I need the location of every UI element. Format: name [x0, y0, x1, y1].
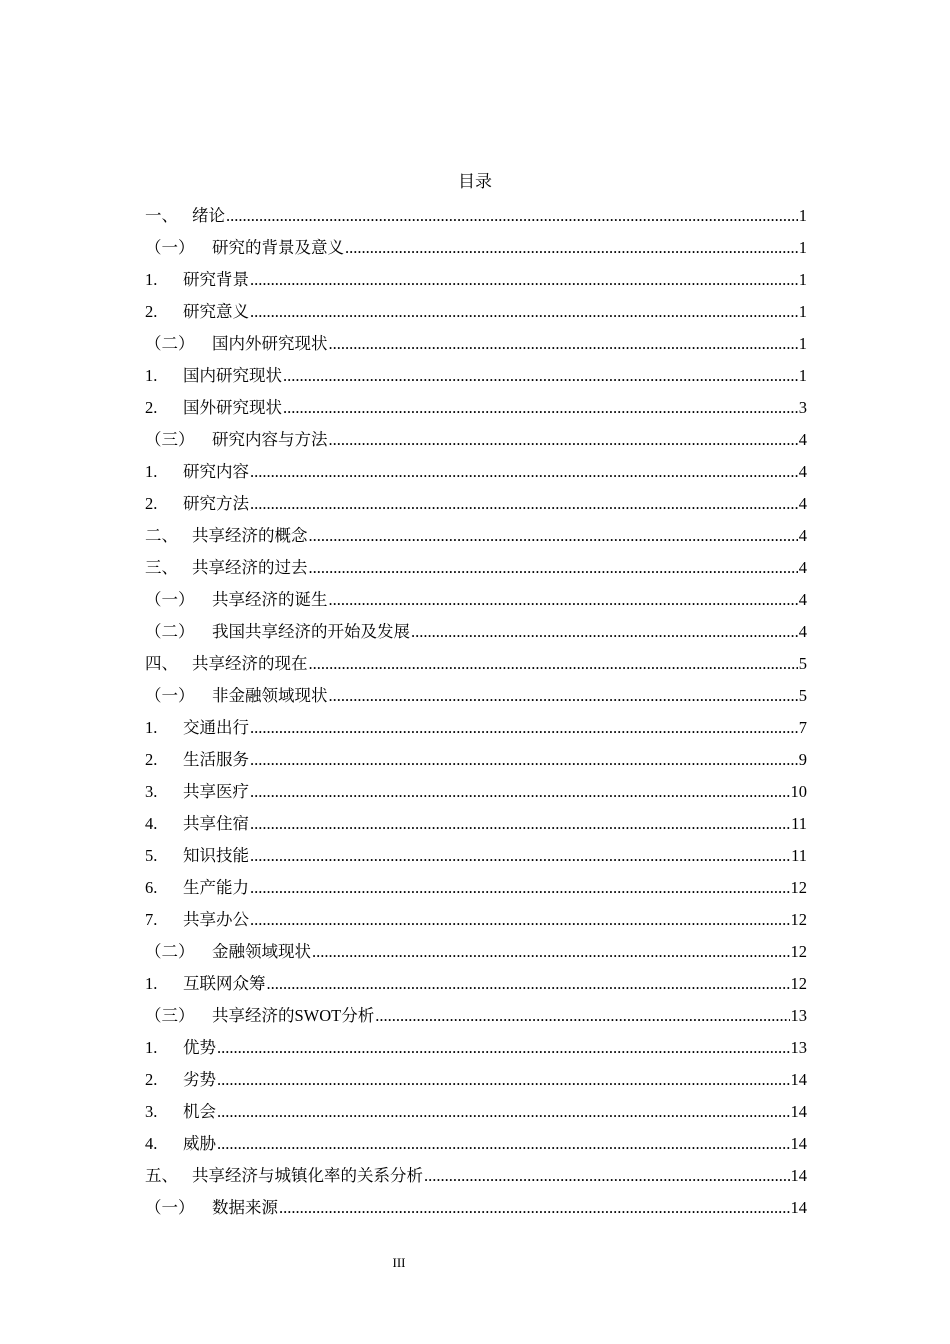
toc-entry[interactable] [145, 680, 807, 712]
toc-entry-page: 13 [790, 1038, 807, 1057]
toc-entry-number: （一） [145, 1198, 195, 1217]
toc-entry[interactable] [145, 712, 807, 744]
toc-entry[interactable] [145, 968, 807, 1000]
toc-dot-leader [217, 1064, 790, 1096]
toc-entry-number: 2. [145, 494, 158, 513]
toc-entry-page: 1 [798, 334, 807, 353]
toc-entry-page: 1 [798, 366, 807, 385]
toc-entry-number: （二） [145, 334, 195, 353]
toc-dot-leader [217, 1128, 790, 1160]
toc-entry[interactable] [145, 616, 807, 648]
toc-dot-leader [250, 872, 790, 904]
toc-dot-leader [250, 456, 798, 488]
toc-entry-number: （一） [145, 238, 195, 257]
toc-dot-leader [250, 264, 798, 296]
toc-entry-label: 研究内容与方法 [212, 430, 328, 449]
toc-entry-label: 知识技能 [183, 846, 249, 865]
toc-entry[interactable] [145, 744, 807, 776]
toc-entry-number: 3. [145, 782, 158, 801]
toc-entry-number: 二、 [145, 526, 178, 545]
toc-entry-page: 4 [798, 526, 807, 545]
toc-dot-leader [279, 1192, 790, 1224]
toc-entry[interactable] [145, 1096, 807, 1128]
toc-dot-leader [329, 424, 798, 456]
toc-dot-leader [329, 328, 798, 360]
toc-entry-label: 共享经济的现在 [192, 654, 308, 673]
toc-entry-number: 1. [145, 974, 158, 993]
toc-entry-number: 5. [145, 846, 158, 865]
toc-entry[interactable] [145, 872, 807, 904]
toc-entry[interactable] [145, 456, 807, 488]
toc-entry-page: 14 [790, 1166, 807, 1185]
toc-dot-leader [283, 360, 798, 392]
toc-entry-label: 非金融领域现状 [212, 686, 328, 705]
toc-entry-number: （二） [145, 942, 195, 961]
toc-entry-label: 共享办公 [183, 910, 249, 929]
toc-entry[interactable] [145, 776, 807, 808]
toc-entry-page: 4 [798, 590, 807, 609]
toc-entry[interactable] [145, 296, 807, 328]
toc-entry-page: 3 [798, 398, 807, 417]
toc-dot-leader [411, 616, 798, 648]
toc-dot-leader [250, 296, 798, 328]
toc-entry-number: （三） [145, 1006, 195, 1025]
toc-entry[interactable] [145, 936, 807, 968]
toc-entry-number: 6. [145, 878, 158, 897]
toc-entry-label: 机会 [183, 1102, 216, 1121]
toc-entry-number: 1. [145, 1038, 158, 1057]
toc-entry[interactable] [145, 1064, 807, 1096]
toc-entry[interactable] [145, 264, 807, 296]
toc-entry-label: 研究方法 [183, 494, 249, 513]
toc-entry[interactable] [145, 584, 807, 616]
toc-entry-label: 生活服务 [183, 750, 249, 769]
toc-entry-page: 4 [798, 430, 807, 449]
toc-entry-number: 2. [145, 1070, 158, 1089]
toc-entry-page: 4 [798, 462, 807, 481]
toc-entry-number: （二） [145, 622, 195, 641]
toc-dot-leader [309, 648, 798, 680]
toc-entry[interactable] [145, 520, 807, 552]
toc-dot-leader [250, 776, 790, 808]
toc-entry-page: 10 [790, 782, 807, 801]
toc-entry-number: 2. [145, 398, 158, 417]
table-of-contents [145, 200, 807, 1224]
toc-entry-label: 研究背景 [183, 270, 249, 289]
toc-entry-page: 5 [798, 654, 807, 673]
toc-entry-page: 1 [798, 270, 807, 289]
toc-entry-label: 共享医疗 [183, 782, 249, 801]
toc-dot-leader [329, 680, 798, 712]
toc-entry-page: 1 [798, 238, 807, 257]
toc-entry-label: 研究内容 [183, 462, 249, 481]
toc-entry-number: 1. [145, 366, 158, 385]
toc-entry[interactable] [145, 392, 807, 424]
toc-entry-label: 共享经济与城镇化率的关系分析 [192, 1166, 423, 1185]
toc-dot-leader [226, 200, 798, 232]
toc-entry-page: 14 [790, 1070, 807, 1089]
toc-dot-leader [250, 712, 798, 744]
toc-entry-page: 1 [798, 302, 807, 321]
toc-entry-number: 2. [145, 750, 158, 769]
toc-entry-label: 国内外研究现状 [212, 334, 328, 353]
toc-entry-page: 11 [791, 846, 807, 865]
toc-entry-label: 互联网众筹 [183, 974, 266, 993]
toc-entry-number: 五、 [145, 1166, 178, 1185]
toc-entry[interactable] [145, 328, 807, 360]
toc-dot-leader [424, 1160, 790, 1192]
toc-dot-leader [375, 1000, 789, 1032]
toc-entry[interactable] [145, 200, 807, 232]
toc-entry[interactable] [145, 232, 807, 264]
toc-entry-number: 4. [145, 814, 158, 833]
page-title: 目录 [458, 172, 492, 191]
toc-entry-page: 4 [798, 622, 807, 641]
toc-dot-leader [250, 840, 790, 872]
toc-entry-page: 12 [790, 974, 807, 993]
toc-entry-label: 数据来源 [212, 1198, 278, 1217]
toc-entry[interactable] [145, 552, 807, 584]
toc-entry-label: 研究的背景及意义 [212, 238, 344, 257]
toc-entry[interactable] [145, 1128, 807, 1160]
toc-dot-leader [250, 904, 790, 936]
toc-entry-number: 1. [145, 270, 158, 289]
toc-entry-number: （一） [145, 686, 195, 705]
toc-entry-number: 1. [145, 718, 158, 737]
toc-dot-leader [217, 1032, 790, 1064]
toc-entry-page: 4 [798, 494, 807, 513]
toc-entry[interactable] [145, 1032, 807, 1064]
toc-entry-label: 威胁 [183, 1134, 216, 1153]
toc-entry-number: 三、 [145, 558, 178, 577]
toc-entry-number: （三） [145, 430, 195, 449]
toc-entry-number: 3. [145, 1102, 158, 1121]
page-number: III [392, 1255, 406, 1270]
toc-entry-page: 14 [790, 1198, 807, 1217]
toc-entry[interactable] [145, 1000, 807, 1032]
toc-dot-leader [345, 232, 798, 264]
toc-entry-page: 1 [798, 206, 807, 225]
toc-dot-leader [309, 520, 798, 552]
toc-entry-number: 1. [145, 462, 158, 481]
toc-dot-leader [217, 1096, 790, 1128]
toc-dot-leader [329, 584, 798, 616]
toc-entry-label: 优势 [183, 1038, 216, 1057]
toc-entry-label: 绪论 [192, 206, 225, 225]
toc-entry-label: 共享经济的SWOT分析 [212, 1006, 375, 1025]
toc-entry-number: 四、 [145, 654, 178, 673]
toc-entry[interactable] [145, 648, 807, 680]
toc-entry-label: 共享住宿 [183, 814, 249, 833]
toc-entry-page: 12 [790, 942, 807, 961]
toc-entry-number: 7. [145, 910, 158, 929]
toc-dot-leader [250, 744, 798, 776]
toc-dot-leader [250, 488, 798, 520]
toc-entry[interactable] [145, 1160, 807, 1192]
toc-entry-page: 5 [798, 686, 807, 705]
toc-dot-leader [309, 552, 798, 584]
toc-dot-leader [312, 936, 790, 968]
toc-entry-page: 12 [790, 910, 807, 929]
toc-dot-leader [267, 968, 790, 1000]
toc-entry[interactable] [145, 1192, 807, 1224]
toc-entry-label: 我国共享经济的开始及发展 [212, 622, 410, 641]
toc-entry-label: 国内研究现状 [183, 366, 282, 385]
toc-entry-page: 11 [791, 814, 807, 833]
toc-dot-leader [283, 392, 798, 424]
toc-entry[interactable] [145, 360, 807, 392]
toc-entry-page: 12 [790, 878, 807, 897]
toc-entry-label: 生产能力 [183, 878, 249, 897]
toc-entry-label: 劣势 [183, 1070, 216, 1089]
toc-entry-page: 14 [790, 1134, 807, 1153]
toc-entry-label: 共享经济的过去 [192, 558, 308, 577]
toc-entry-page: 13 [790, 1006, 807, 1025]
toc-entry[interactable] [145, 904, 807, 936]
toc-entry-page: 9 [798, 750, 807, 769]
toc-entry-number: （一） [145, 590, 195, 609]
toc-entry-label: 交通出行 [183, 718, 249, 737]
toc-entry[interactable] [145, 488, 807, 520]
toc-entry-label: 金融领域现状 [212, 942, 311, 961]
toc-entry-label: 共享经济的诞生 [212, 590, 328, 609]
toc-dot-leader [250, 808, 790, 840]
toc-entry[interactable] [145, 808, 807, 840]
toc-entry-label: 国外研究现状 [183, 398, 282, 417]
toc-entry-number: 2. [145, 302, 158, 321]
toc-entry-label: 研究意义 [183, 302, 249, 321]
toc-entry-page: 4 [798, 558, 807, 577]
toc-entry-page: 7 [798, 718, 807, 737]
toc-entry-number: 一、 [145, 206, 178, 225]
toc-entry-number: 4. [145, 1134, 158, 1153]
toc-entry-label: 共享经济的概念 [192, 526, 308, 545]
toc-entry[interactable] [145, 424, 807, 456]
toc-entry-page: 14 [790, 1102, 807, 1121]
toc-entry[interactable] [145, 840, 807, 872]
